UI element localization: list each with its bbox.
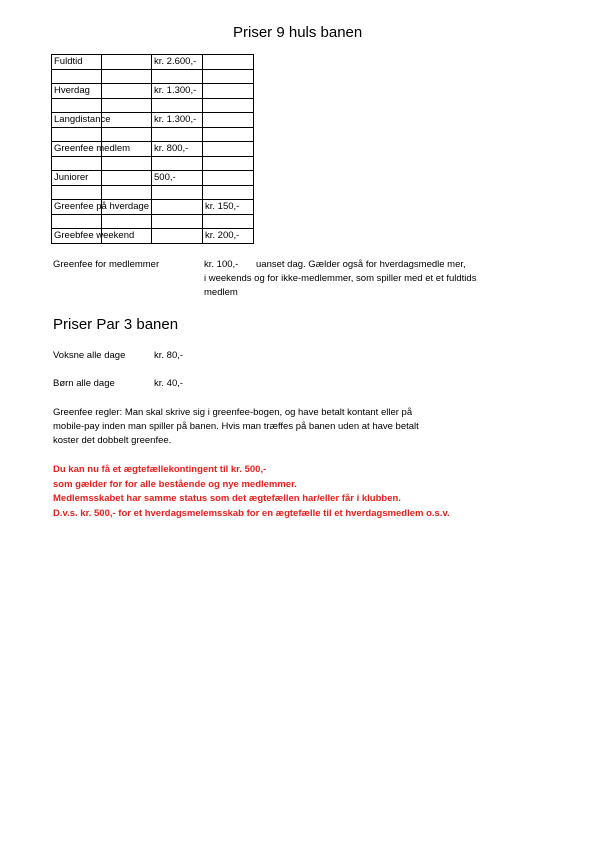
price-table-9-hul <box>51 54 254 244</box>
table-cell <box>203 156 254 171</box>
par3-price-born: kr. 40,- <box>154 378 184 389</box>
table-cell <box>102 55 152 70</box>
greenfee-rules <box>53 406 419 448</box>
par3-label-voksne: Voksne alle dage <box>53 350 126 361</box>
table-cell <box>203 214 254 229</box>
table-row <box>52 98 254 113</box>
notice-line: Du kan nu få et ægtefællekontingent til kr. 500,- <box>53 464 267 475</box>
table-cell <box>203 84 254 99</box>
table-cell <box>203 185 254 200</box>
table-cell: Hverdag <box>52 84 102 99</box>
table-cell <box>102 98 152 113</box>
table-cell: kr. 2.600,- <box>152 55 203 70</box>
table-cell <box>203 55 254 70</box>
notice-line: Medlemsskabet har samme status som det ægtefællen har/eller får i klubben. <box>53 493 401 504</box>
page-title-9-hul: Priser 9 huls banen <box>233 24 363 41</box>
table-row <box>52 185 254 200</box>
table-row <box>52 127 254 142</box>
table-cell <box>152 98 203 113</box>
table-cell: Juniorer <box>52 171 102 186</box>
greenfee-members-price: kr. 100,- <box>204 259 239 270</box>
table-cell: Greenfee medlem <box>52 142 102 157</box>
table-row <box>52 55 254 70</box>
table-cell <box>152 156 203 171</box>
rules-line: koster det dobbelt greenfee. <box>53 435 172 446</box>
rules-line: Greenfee regler: Man skal skrive sig i greenfee-bogen, og have betalt kontant eller på <box>53 407 413 418</box>
table-cell: 500,- <box>152 171 203 186</box>
table-cell <box>152 69 203 84</box>
table-cell <box>102 156 152 171</box>
table-cell <box>52 98 102 113</box>
table-row <box>52 113 254 128</box>
table-cell <box>203 113 254 128</box>
par3-label-born: Børn alle dage <box>53 378 115 389</box>
table-cell: Fuldtid <box>52 55 102 70</box>
table-cell <box>203 171 254 186</box>
table-row <box>52 156 254 171</box>
table-cell <box>152 229 203 244</box>
table-cell <box>152 214 203 229</box>
notice-line: som gælder for for alle bestående og nye medlemmer. <box>53 478 297 490</box>
spouse-membership-notice <box>53 463 450 521</box>
table-cell: kr. 1.300,- <box>152 84 203 99</box>
table-cell <box>102 171 152 186</box>
table-row <box>52 171 254 186</box>
table-cell <box>52 69 102 84</box>
table-cell <box>52 127 102 142</box>
table-cell <box>102 127 152 142</box>
greenfee-members-note-line: uanset dag. Gælder også for hverdagsmedle mer, <box>256 259 466 270</box>
table-cell: Greebfee weekend <box>52 229 102 244</box>
table-row <box>52 84 254 99</box>
table-cell: kr. 800,- <box>152 142 203 157</box>
par3-price-voksne: kr. 80,- <box>154 350 184 361</box>
table-cell: Greenfee på hverdage <box>52 200 102 215</box>
table-cell: kr. 150,- <box>203 200 254 215</box>
table-cell: kr. 200,- <box>203 229 254 244</box>
notice-line: D.v.s. kr. 500,- for et hverdagsmelemsskab for en ægtefælle til et hverdagsmedlem o.s.v. <box>53 507 450 519</box>
table-cell <box>203 69 254 84</box>
table-cell <box>152 200 203 215</box>
table-cell <box>152 127 203 142</box>
table-cell: Langdistance <box>52 113 102 128</box>
table-row <box>52 69 254 84</box>
greenfee-members-note-line: i weekends og for ikke-medlemmer, som spiller med et et fuldtids <box>204 273 477 284</box>
greenfee-members-note-line: medlem <box>204 287 238 298</box>
table-cell <box>203 142 254 157</box>
greenfee-members-label: Greenfee for medlemmer <box>53 259 160 270</box>
page-title-par-3: Priser Par 3 banen <box>53 316 179 333</box>
table-row <box>52 142 254 157</box>
rules-line: mobile-pay inden man spiller på banen. Hvis man træffes på banen uden at have betalt <box>53 421 419 432</box>
table-cell <box>52 214 102 229</box>
table-cell <box>52 185 102 200</box>
table-cell <box>152 185 203 200</box>
table-cell <box>102 214 152 229</box>
table-cell <box>102 69 152 84</box>
table-cell <box>102 84 152 99</box>
table-cell <box>102 185 152 200</box>
table-row <box>52 200 254 215</box>
table-row <box>52 229 254 244</box>
table-row <box>52 214 254 229</box>
table-cell: kr. 1.300,- <box>152 113 203 128</box>
table-cell <box>203 127 254 142</box>
table-cell <box>203 98 254 113</box>
table-cell <box>52 156 102 171</box>
